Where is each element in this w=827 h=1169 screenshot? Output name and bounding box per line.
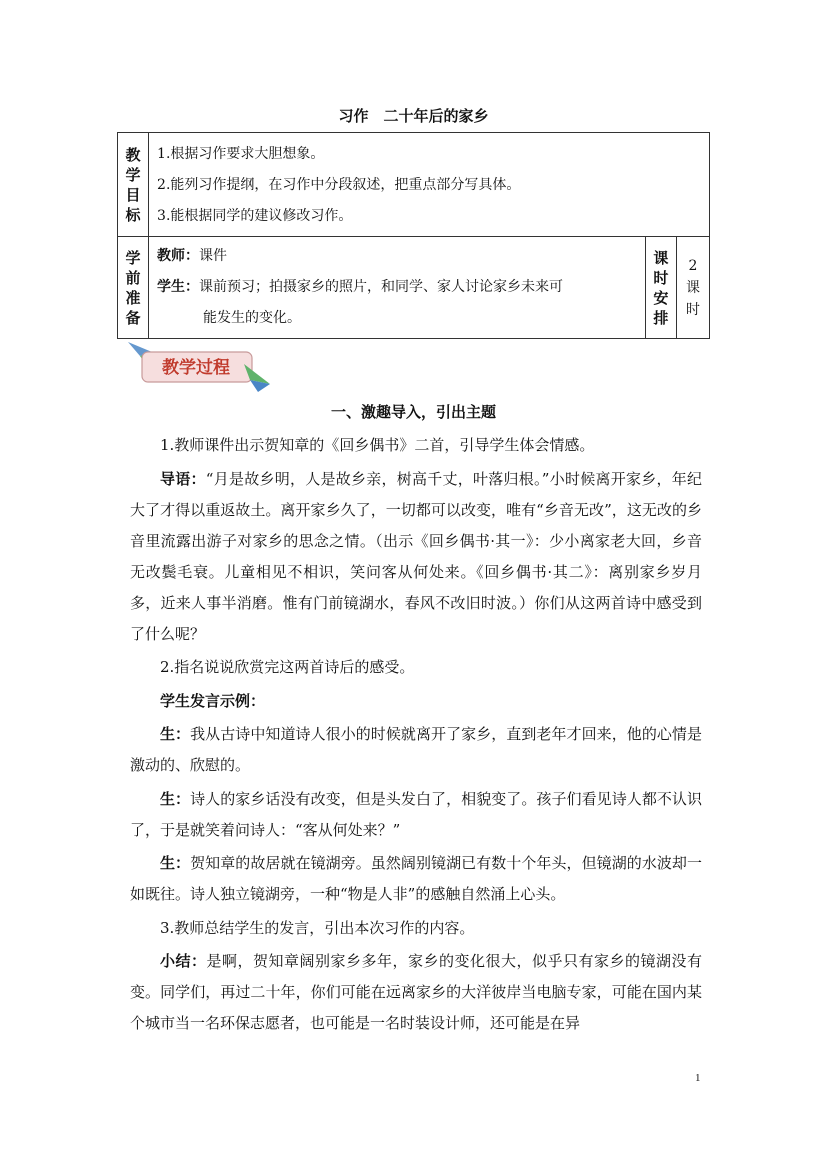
paragraph: 小结：是啊，贺知章阔别家乡多年，家乡的变化很大，似乎只有家乡的镜湖没有变。同学们，再过二十年，你们可能在远离家乡的大洋彼岸当电脑专家，可能在国内某个城市当一名环保志愿者，也可能是一名时装设计师，还可能是在异 bbox=[130, 952, 702, 1032]
prep-cell bbox=[149, 237, 646, 339]
student-prep-cont: 能发生的变化。 bbox=[203, 310, 302, 326]
time-label: 课 时 安 排 bbox=[645, 237, 676, 339]
paragraph: 1.教师课件出示贺知章的《回乡偶书》二首，引导学生体会情感。 bbox=[160, 436, 595, 454]
paragraph: 生：我从古诗中知道诗人很小的时候就离开了家乡，直到老年才回来，他的心情是激动的、欣慰的。 bbox=[130, 725, 702, 774]
lesson-body bbox=[130, 430, 702, 1042]
goals-label: 教 学 目 标 bbox=[118, 133, 149, 237]
page-title: 习作 二十年后的家乡 bbox=[338, 107, 489, 125]
lesson-info-table bbox=[117, 132, 710, 339]
paragraph: 生：贺知章的故居就在镜湖旁。虽然阔别镜湖已有数十个年头，但镜湖的水波却一如既往。诗人独立镜湖旁，一种“物是人非”的感触自然涌上心头。 bbox=[130, 854, 702, 903]
teacher-prep: 教师： 课件 bbox=[157, 248, 228, 264]
goal-item: 2.能列习作提纲，在习作中分段叙述，把重点部分写具体。 bbox=[157, 177, 521, 193]
page-number: 1 bbox=[695, 1072, 701, 1084]
time-value: 2 课 时 bbox=[676, 237, 709, 339]
goal-item: 1.根据习作要求大胆想象。 bbox=[157, 146, 325, 162]
paragraph: 2.指名说说欣赏完这两首诗后的感受。 bbox=[160, 658, 415, 676]
paragraph: 生：诗人的家乡话没有改变，但是头发白了，相貌变了。孩子们看见诗人都不认识了，于是就笑着问诗人：“客从何处来？” bbox=[130, 789, 702, 839]
student-prep: 学生： 课前预习；拍摄家乡的照片，和同学、家人讨论家乡未来可 bbox=[157, 279, 564, 295]
paragraph: 学生发言示例： bbox=[160, 691, 266, 710]
badge-text: 教学过程 bbox=[162, 358, 230, 378]
paragraph: 导语：“月是故乡明，人是故乡亲，树高千丈，叶落归根。”小时候离开家乡，年纪大了才得以重返故土。离开家乡久了，一切都可以改变，唯有“乡音无改”，这无改的乡音里流露出游子对家乡的思念之情。（出示《回乡偶书·其一》：少小离家老大回，乡音无改鬓毛衰。儿童相见不相识，笑问客从何处来。《回乡偶书·其二》：离别家乡岁月多，近来人事半消磨。惟有门前镜湖水，春风不改旧时波。）你们从这两首诗中感受到了什么呢？ bbox=[130, 469, 702, 643]
paragraph: 3.教师总结学生的发言，引出本次习作的内容。 bbox=[160, 918, 475, 937]
goal-item: 3.能根据同学的建议修改习作。 bbox=[157, 208, 353, 224]
goals-cell bbox=[149, 133, 710, 237]
teaching-process-badge bbox=[126, 338, 272, 394]
section-title: 一、激趣导入，引出主题 bbox=[330, 403, 496, 421]
prep-label: 学 前 准 备 bbox=[118, 237, 149, 339]
